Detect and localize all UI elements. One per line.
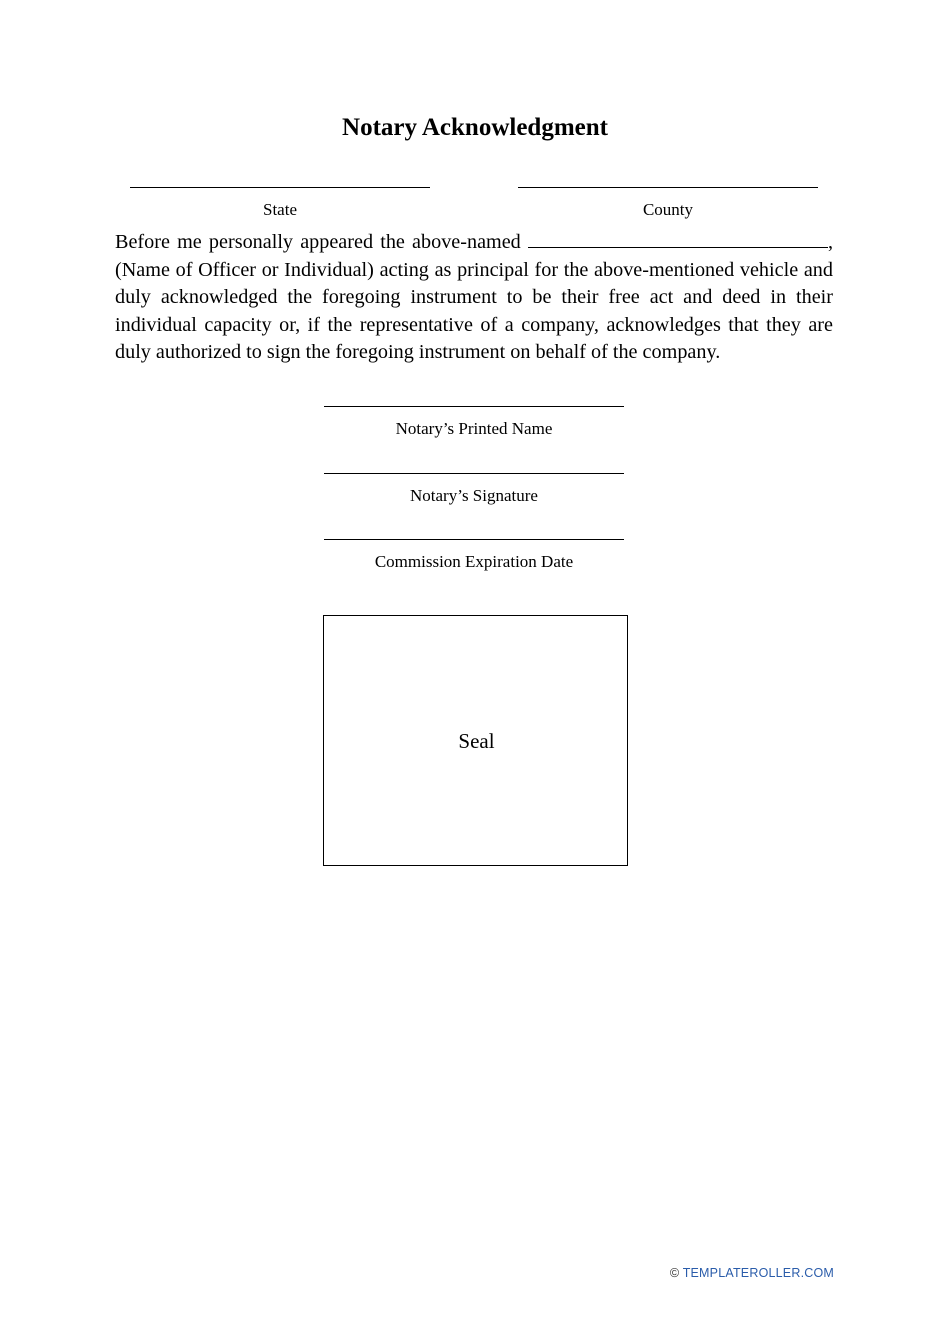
- printed-name-label: Notary’s Printed Name: [395, 419, 553, 438]
- county-blank-line[interactable]: [518, 187, 818, 188]
- copyright-icon: ©: [669, 1266, 680, 1280]
- state-label: State: [263, 200, 297, 219]
- printed-name-blank-line[interactable]: [324, 406, 624, 407]
- name-blank-line[interactable]: [528, 247, 828, 248]
- commission-expiration-field[interactable]: [324, 539, 624, 572]
- commission-blank-line[interactable]: [324, 539, 624, 540]
- paragraph-rest: , (Name of Officer or Individual) acting as principal for the above-mentioned vehicle and duly acknowledged the foregoing instrument to be their free act and deed in their individual capacity or, if the representative of a company, acknowledges that they are duly authorized to sign the foregoing instrument on behalf of the company.: [115, 231, 833, 364]
- state-field[interactable]: [130, 187, 430, 220]
- footer-copyright: [670, 1266, 834, 1280]
- commission-label: Commission Expiration Date: [374, 552, 574, 571]
- acknowledgment-paragraph: [115, 229, 833, 367]
- signature-blank-line[interactable]: [324, 473, 624, 474]
- county-field[interactable]: [518, 187, 818, 220]
- state-blank-line[interactable]: [130, 187, 430, 188]
- document-title: Notary Acknowledgment: [342, 114, 608, 141]
- county-label: County: [642, 200, 694, 219]
- notary-signature-field[interactable]: [324, 473, 624, 506]
- paragraph-lead: Before me personally appeared the above-named: [115, 231, 528, 253]
- signature-label: Notary’s Signature: [410, 486, 538, 505]
- seal-box: [323, 615, 628, 866]
- notary-printed-name-field[interactable]: [324, 406, 624, 439]
- seal-label: Seal: [458, 729, 495, 753]
- footer-brand-link[interactable]: TEMPLATEROLLER.COM: [682, 1266, 834, 1280]
